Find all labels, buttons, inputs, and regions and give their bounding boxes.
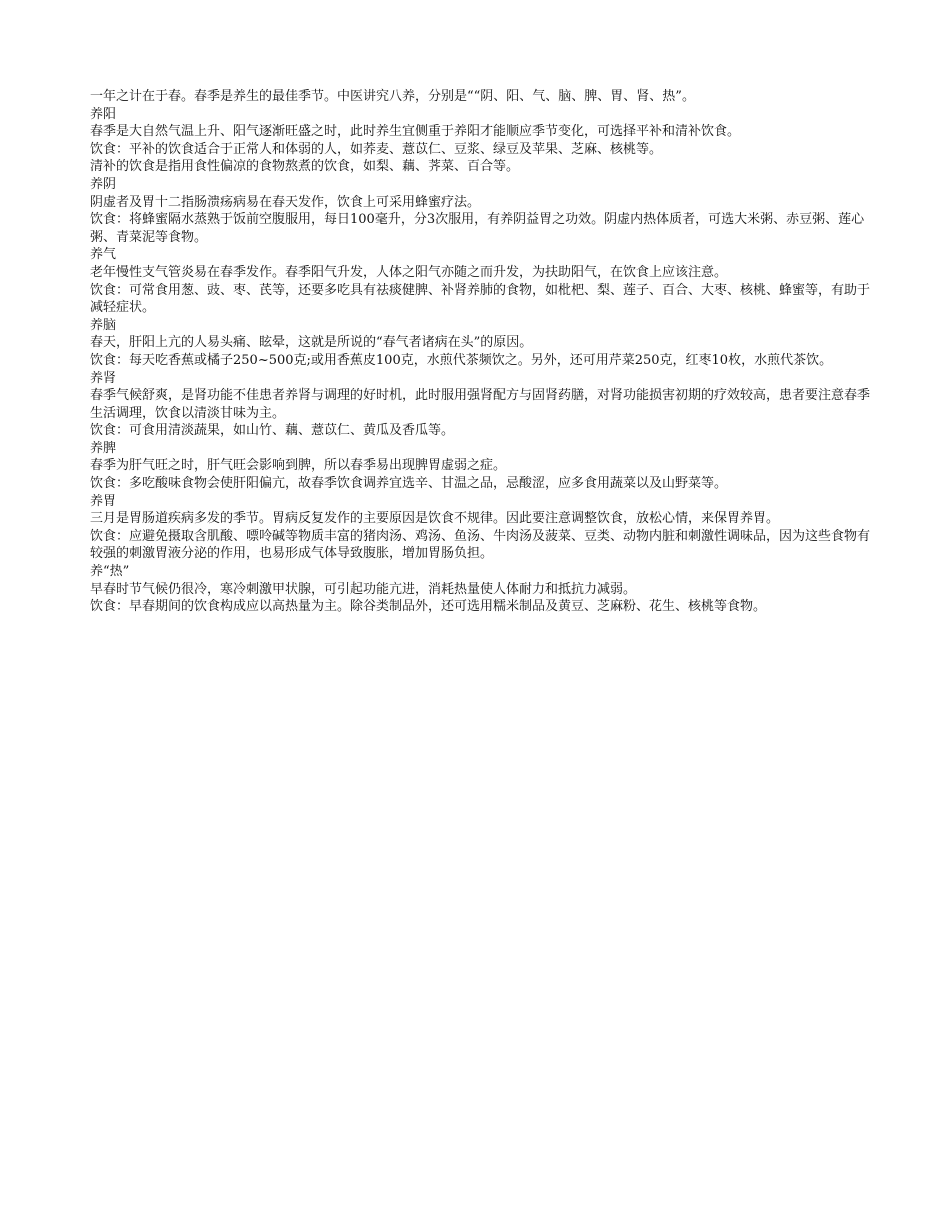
paragraph: 饮食：应避免摄取含肌酸、嘌呤碱等物质丰富的猪肉汤、鸡汤、鱼汤、牛肉汤及菠菜、豆类、动物内脏和刺激性调味品，因为这些食物有较强的刺激胃液分泌的作用，也易形成气体导致腹胀，增加胃肠负担。	[90, 528, 871, 562]
paragraph: 饮食：将蜂蜜隔水蒸熟于饭前空腹服用，每日100毫升，分3次服用，有养阴益胃之功效。阴虚内热体质者，可选大米粥、赤豆粥、莲心粥、青菜泥等食物。	[90, 212, 865, 245]
paragraph: 春季气候舒爽，是肾功能不佳患者养肾与调理的好时机，此时服用强肾配方与固肾药膳，对肾功能损害初期的疗效较高，患者要注意春季生活调理，饮食以清淡甘味为主。	[90, 388, 871, 421]
paragraph: 阴虚者及胃十二指肠溃疡病易在春天发作，饮食上可采用蜂蜜疗法。	[90, 194, 481, 210]
intro-paragraph: 一年之计在于春。春季是养生的最佳季节。中医讲究八养，分别是““阴、阳、气、脑、脾、胃、肾、热”。	[90, 89, 695, 104]
section-heading-yin: 养阴	[90, 176, 117, 192]
paragraph: 春季是大自然气温上升、阳气逐渐旺盛之时，此时养生宜侧重于养阳才能顺应季节变化，可选择平补和清补饮食。	[90, 124, 741, 140]
section-heading-kidney: 养肾	[90, 370, 117, 386]
paragraph: 饮食：早春期间的饮食构成应以高热量为主。除谷类制品外，还可选用糯米制品及黄豆、芝麻粉、花生、核桃等食物。	[90, 599, 767, 615]
paragraph: 饮食：每天吃香蕉或橘子250~500克;或用香蕉皮100克，水煎代茶频饮之。另外，还可用芹菜250克，红枣10枚，水煎代茶饮。	[90, 352, 833, 368]
paragraph: 三月是胃肠道疾病多发的季节。胃病反复发作的主要原因是饮食不规律。因此要注意调整饮食，放松心情，来保胃养胃。	[90, 511, 780, 527]
paragraph: 春天，肝阳上亢的人易头痛、眩晕，这就是所说的“春气者诸病在头”的原因。	[90, 335, 533, 351]
paragraph: 早春时节气候仍很冷，寒冷刺激甲状腺，可引起功能亢进，消耗热量使人体耐力和抵抗力减弱。	[90, 581, 637, 597]
paragraph: 春季为肝气旺之时，肝气旺会影响到脾，所以春季易出现脾胃虚弱之症。	[90, 458, 507, 474]
section-heading-heat: 养“热”	[90, 564, 130, 580]
paragraph: 老年慢性支气管炎易在春季发作。春季阳气升发，人体之阳气亦随之而升发，为扶助阳气，在饮食上应该注意。	[90, 264, 728, 280]
document-body	[90, 88, 870, 616]
section-heading-brain: 养脑	[90, 317, 117, 333]
section-heading-qi: 养气	[90, 247, 117, 263]
paragraph: 饮食：可食用清淡蔬果，如山竹、藕、薏苡仁、黄瓜及香瓜等。	[90, 423, 455, 439]
section-heading-spleen: 养脾	[90, 440, 117, 456]
section-heading-yang: 养阳	[90, 106, 117, 122]
paragraph: 饮食：多吃酸味食物会使肝阳偏亢，故春季饮食调养宜选辛、甘温之品，忌酸涩，应多食用蔬菜以及山野菜等。	[90, 476, 728, 492]
paragraph: 饮食：平补的饮食适合于正常人和体弱的人，如荞麦、薏苡仁、豆浆、绿豆及苹果、芝麻、核桃等。	[90, 141, 663, 157]
paragraph: 清补的饮食是指用食性偏凉的食物熬煮的饮食，如梨、藕、荠菜、百合等。	[90, 159, 520, 175]
section-heading-stomach: 养胃	[90, 493, 117, 509]
paragraph: 饮食：可常食用葱、豉、枣、芪等，还要多吃具有祛痰健脾、补肾养肺的食物，如枇杷、梨、莲子、百合、大枣、核桃、蜂蜜等，有助于减轻症状。	[90, 282, 871, 316]
